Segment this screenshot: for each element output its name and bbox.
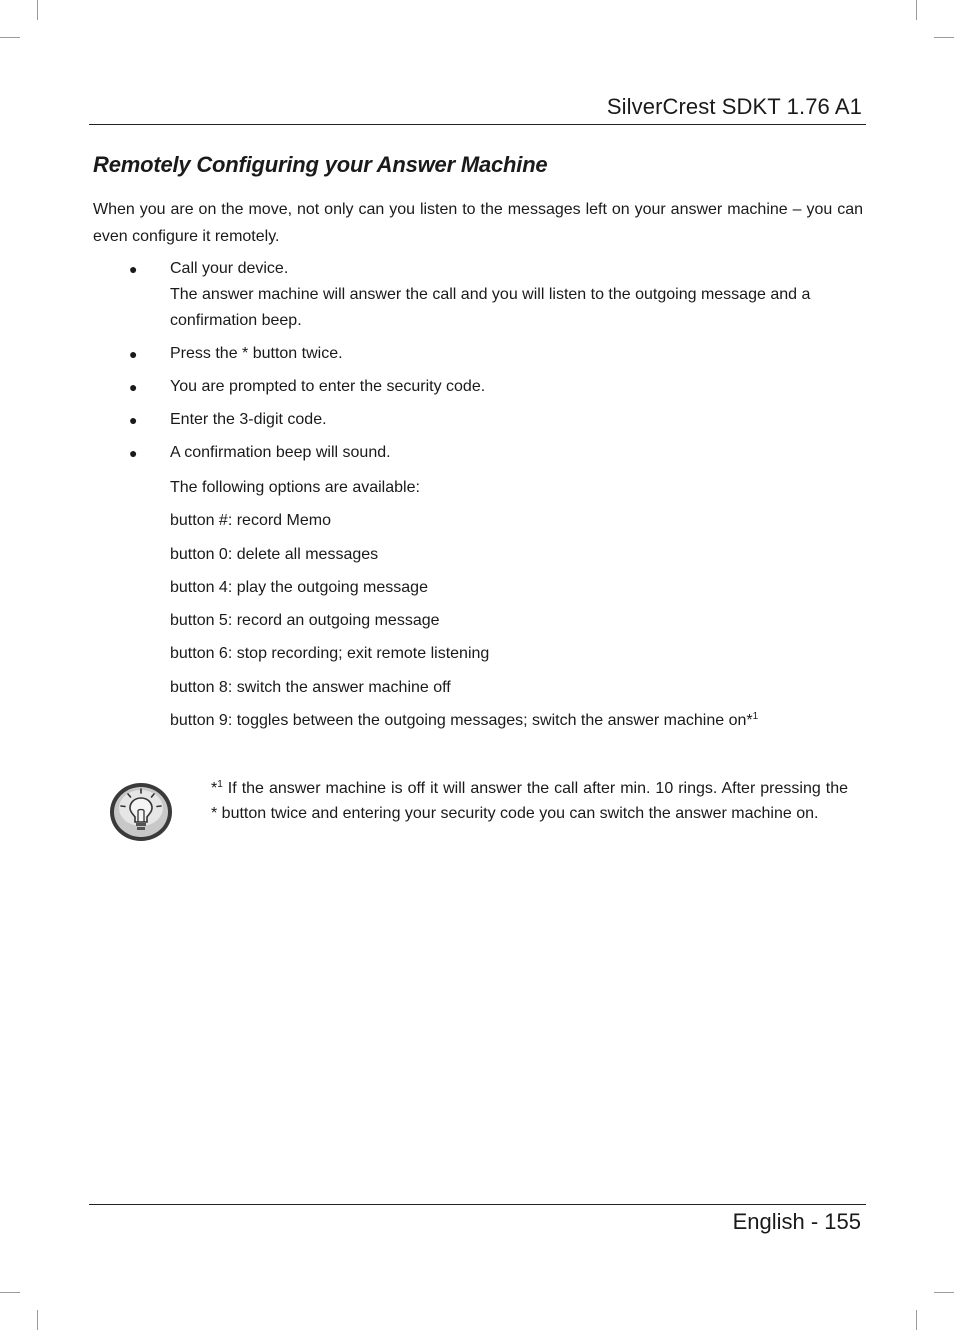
- option-item: button 8: switch the answer machine off: [170, 678, 451, 696]
- bullet-icon: ●: [129, 261, 138, 277]
- option-item: button #: record Memo: [170, 512, 331, 530]
- step-text: You are prompted to enter the security code.: [170, 378, 486, 395]
- options-list: [170, 475, 758, 741]
- crop-mark: [37, 0, 38, 20]
- footnote-text: [211, 776, 848, 826]
- list-item: [129, 256, 849, 334]
- lightbulb-icon: [108, 781, 174, 843]
- option-item: button 4: play the outgoing message: [170, 578, 428, 596]
- header-rule: [89, 124, 866, 125]
- footnote-marker: *: [211, 780, 218, 797]
- crop-mark: [934, 1292, 954, 1293]
- page-number: 155: [824, 1209, 861, 1234]
- option-item: [170, 708, 758, 741]
- step-text: Call your device.: [170, 260, 289, 277]
- crop-mark: [37, 1310, 38, 1330]
- step-text: Enter the 3-digit code.: [170, 411, 327, 428]
- page-footer: [733, 1209, 861, 1235]
- bullet-icon: ●: [129, 412, 138, 428]
- option-item: button 6: stop recording; exit remote listening: [170, 645, 490, 663]
- options-intro: The following options are available:: [170, 479, 420, 496]
- footer-language: English: [732, 1209, 805, 1234]
- crop-mark: [916, 1310, 917, 1330]
- option-text: button 9: toggles between the outgoing messages; switch the answer machine on*: [170, 712, 753, 730]
- list-item: [129, 341, 849, 367]
- crop-mark: [934, 37, 954, 38]
- footer-separator: -: [804, 1209, 825, 1234]
- section-heading: Remotely Configuring your Answer Machine: [93, 152, 548, 177]
- step-text: A confirmation beep will sound.: [170, 444, 391, 461]
- intro-paragraph: When you are on the move, not only can you listen to the messages left on your answer machine – you can even configure it remotely.: [93, 201, 863, 245]
- footer-rule: [89, 1204, 866, 1205]
- crop-mark: [0, 1292, 20, 1293]
- footnote-body: If the answer machine is off it will answer the call after min. 10 rings. After pressing the * button twice and entering your security code you can switch the answer machine on.: [211, 780, 848, 822]
- bullet-icon: ●: [129, 379, 138, 395]
- crop-mark: [0, 37, 20, 38]
- step-text: Press the * button twice.: [170, 345, 343, 362]
- footnote-ref: 1: [752, 711, 759, 723]
- list-item: [129, 407, 849, 433]
- step-list: [129, 256, 849, 473]
- option-item: button 5: record an outgoing message: [170, 612, 440, 630]
- footnote-ref: 1: [217, 779, 223, 790]
- list-item: [129, 374, 849, 400]
- list-item: [129, 440, 849, 466]
- option-item: button 0: delete all messages: [170, 545, 379, 563]
- bullet-icon: ●: [129, 346, 138, 362]
- step-detail: The answer machine will answer the call and you will listen to the outgoing message and a confirmation beep.: [170, 286, 811, 329]
- running-header: SilverCrest SDKT 1.76 A1: [606, 94, 862, 119]
- bullet-icon: ●: [129, 445, 138, 461]
- crop-mark: [916, 0, 917, 20]
